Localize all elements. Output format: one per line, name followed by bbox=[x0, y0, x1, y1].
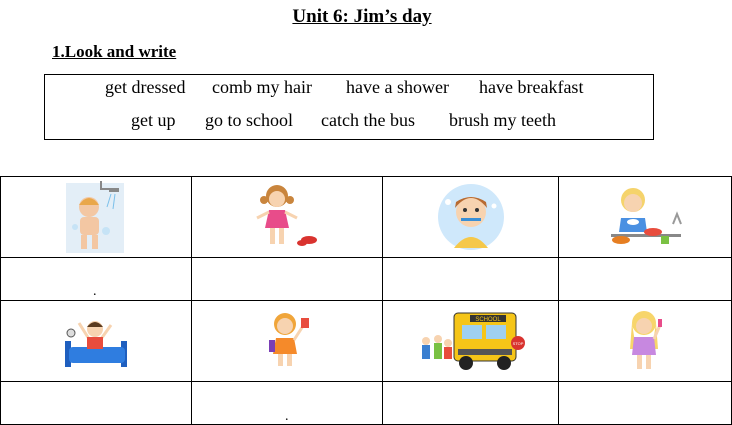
answer-cell[interactable] bbox=[383, 382, 559, 425]
shower-picture bbox=[61, 179, 131, 255]
word-get-dressed: get dressed bbox=[105, 77, 186, 97]
picture-cell bbox=[192, 177, 383, 258]
school-bus-picture bbox=[416, 309, 526, 373]
activity-table bbox=[0, 176, 732, 425]
picture-cell bbox=[559, 177, 732, 258]
answer-cell[interactable] bbox=[1, 382, 192, 425]
answer-cell[interactable] bbox=[1, 258, 192, 301]
worksheet-title: Unit 6: Jim’s day bbox=[292, 6, 432, 27]
word-have-a-shower: have a shower bbox=[346, 77, 449, 97]
word-bank bbox=[44, 74, 654, 140]
breakfast-picture bbox=[603, 184, 687, 250]
word-brush-my-teeth: brush my teeth bbox=[449, 110, 556, 130]
picture-cell bbox=[1, 177, 192, 258]
section-heading: 1.Look and write bbox=[52, 42, 177, 61]
word-comb-my-hair: comb my hair bbox=[212, 77, 312, 97]
picture-row-2 bbox=[1, 301, 732, 382]
word-get-up: get up bbox=[131, 110, 176, 130]
answer-row-1 bbox=[1, 258, 732, 301]
picture-cell bbox=[1, 301, 192, 382]
picture-cell bbox=[383, 301, 559, 382]
combing-hair-picture bbox=[620, 309, 670, 373]
picture-row-1 bbox=[1, 177, 732, 258]
word-catch-the-bus: catch the bus bbox=[321, 110, 415, 130]
word-have-breakfast: have breakfast bbox=[479, 77, 584, 97]
stop-sign-text: STOP bbox=[512, 341, 523, 346]
answer-cell[interactable] bbox=[383, 258, 559, 301]
answer-cell[interactable] bbox=[559, 258, 732, 301]
bus-sign-text: SCHOOL bbox=[474, 317, 501, 323]
picture-cell bbox=[192, 301, 383, 382]
picture-cell bbox=[559, 301, 732, 382]
answer-cell[interactable] bbox=[192, 258, 383, 301]
waking-up-picture bbox=[61, 311, 131, 371]
picture-cell bbox=[383, 177, 559, 258]
girl-waving-picture bbox=[257, 310, 317, 372]
answer-cell[interactable] bbox=[192, 382, 383, 425]
answer-cell[interactable] bbox=[559, 382, 732, 425]
answer-row-2 bbox=[1, 382, 732, 425]
girl-picture bbox=[247, 182, 327, 252]
answer-mark: . bbox=[285, 409, 289, 424]
brushing-teeth-picture bbox=[436, 182, 506, 252]
answer-mark: . bbox=[93, 284, 97, 299]
word-go-to-school: go to school bbox=[205, 110, 293, 130]
